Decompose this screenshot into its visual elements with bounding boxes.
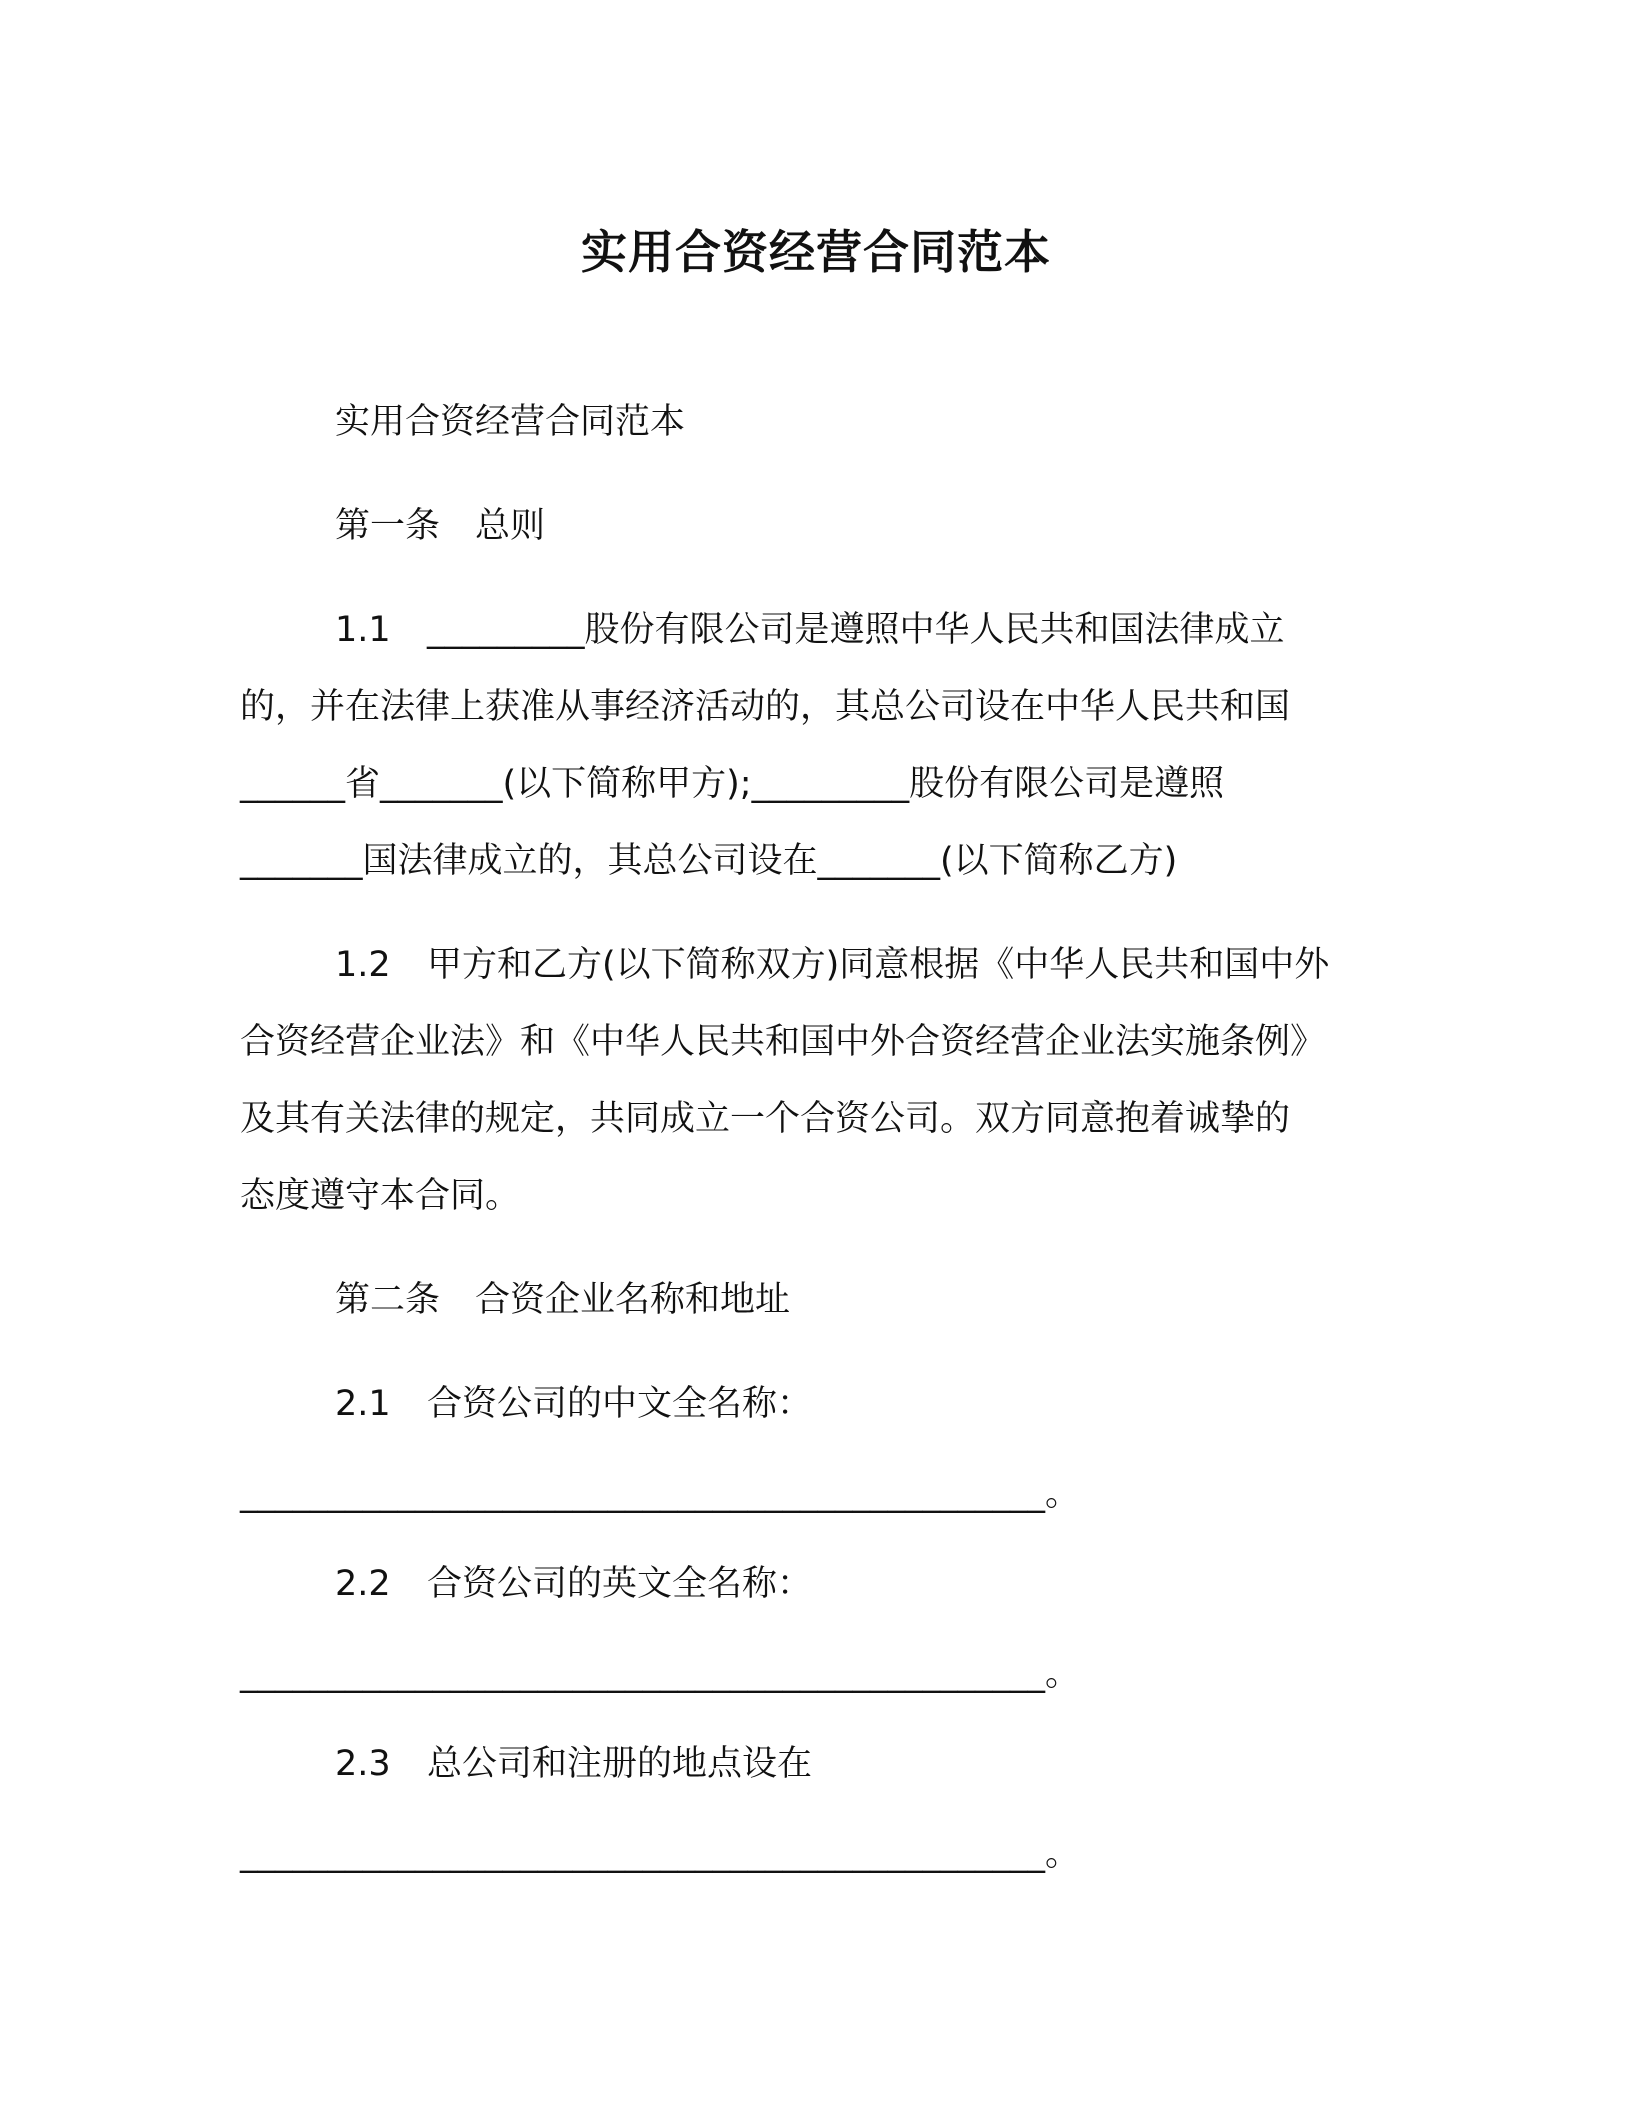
document-title: 实用合资经营合同范本	[581, 225, 1051, 279]
clause-1-1-line-3: ______省_______(以下简称甲方);_________股份有限公司是遵照	[240, 764, 1225, 804]
clause-text: _________股份有限公司是遵照中华人民共和国法律成立	[427, 610, 1285, 650]
clause-2-1	[335, 1366, 812, 1443]
clause-number: 2.1	[335, 1384, 391, 1424]
clause-2-2	[335, 1546, 812, 1623]
clause-text: 甲方和乙方(以下简称双方)同意根据《中华人民共和国中外	[427, 945, 1330, 985]
chinese-name-blank: ______________________________________________。	[240, 1474, 1081, 1514]
clause-1-1-line-4: _______国法律成立的，其总公司设在_______(以下简称乙方)	[240, 841, 1178, 881]
head-office-address-blank: ______________________________________________。	[240, 1834, 1081, 1874]
clause-number: 2.2	[335, 1564, 391, 1604]
clause-1-2-first-line	[335, 927, 1329, 1004]
clause-number: 1.2	[335, 945, 391, 985]
clause-number: 2.3	[335, 1744, 391, 1784]
article-1-heading: 第一条 总则	[335, 506, 546, 546]
clause-1-2-line-2: 合资经营企业法》和《中华人民共和国中外合资经营企业法实施条例》	[240, 1022, 1326, 1062]
clause-text: 总公司和注册的地点设在	[427, 1744, 813, 1784]
clause-1-2-line-4: 态度遵守本合同。	[240, 1176, 521, 1216]
clause-1-1-line-2: 的，并在法律上获准从事经济活动的，其总公司设在中华人民共和国	[240, 687, 1291, 727]
clause-text: 合资公司的英文全名称：	[427, 1564, 813, 1604]
english-name-blank: ______________________________________________。	[240, 1654, 1081, 1694]
clause-number: 1.1	[335, 610, 391, 650]
clause-2-3	[335, 1726, 812, 1803]
clause-1-1-first-line	[335, 592, 1285, 669]
clause-1-2-line-3: 及其有关法律的规定，共同成立一个合资公司。双方同意抱着诚挚的	[240, 1099, 1291, 1139]
article-2-heading: 第二条 合资企业名称和地址	[335, 1280, 791, 1320]
clause-text: 合资公司的中文全名称：	[427, 1384, 813, 1424]
document-subtitle: 实用合资经营合同范本	[335, 402, 686, 442]
